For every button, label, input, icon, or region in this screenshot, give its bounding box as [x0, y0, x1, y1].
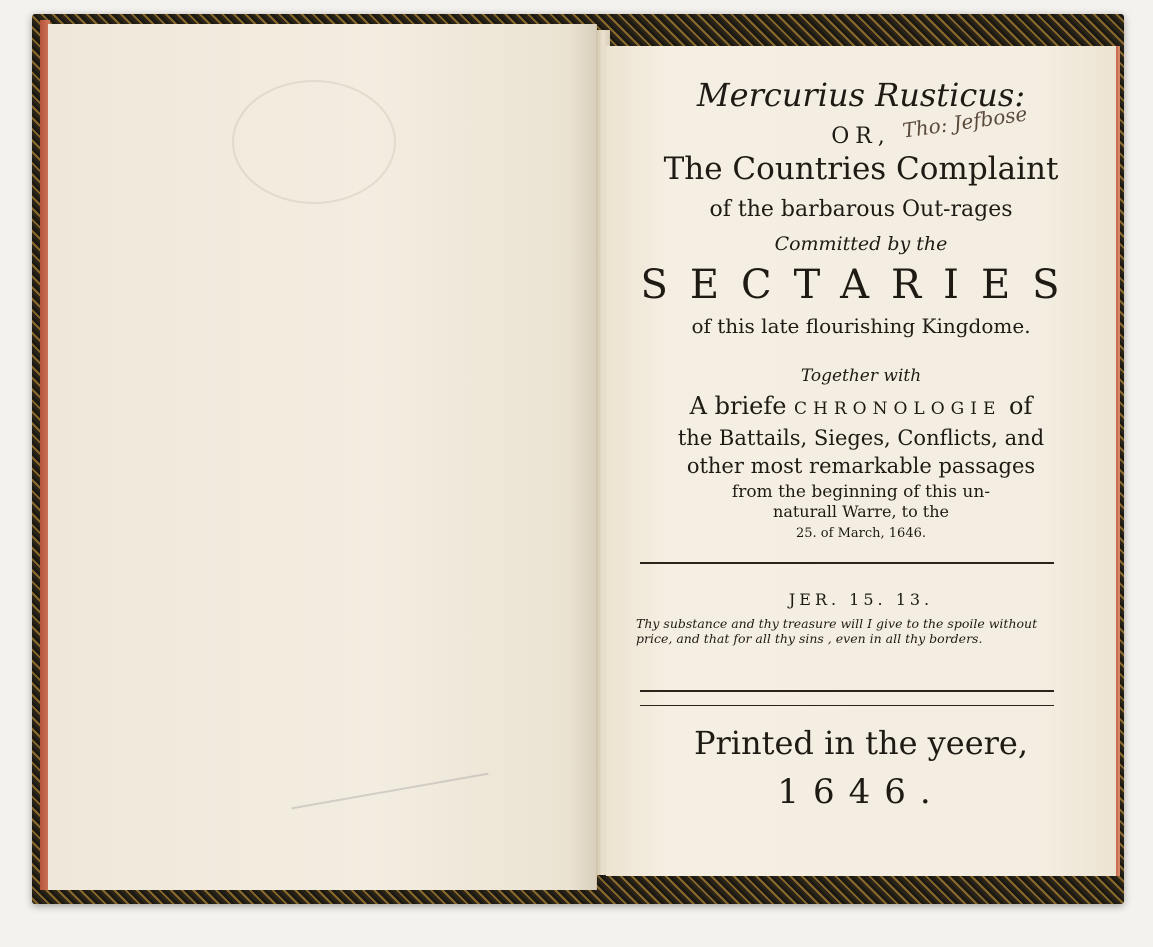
chron-suffix: of — [1001, 392, 1033, 420]
divider-rule-bottom-thin — [640, 705, 1054, 706]
imprint-line: Printed in the yeere, — [693, 724, 1029, 762]
body-line-1: the Battails, Sieges, Conflicts, and — [677, 426, 1045, 450]
divider-rule-bottom — [640, 690, 1054, 692]
chron-prefix: A briefe — [689, 392, 795, 420]
owner-signature: Tho: Jefbose — [900, 101, 1029, 143]
chron-smallcaps: CHRONOLOGIE — [794, 399, 1002, 419]
subtitle-line-2: of the barbarous Out-rages — [709, 197, 1013, 222]
date-line: 25. of March, 1646. — [796, 526, 926, 541]
or-line: OR, — [831, 124, 891, 149]
subtitle-line-1: The Countries Complaint — [663, 151, 1059, 187]
divider-rule-top — [640, 562, 1054, 564]
scripture-verse: Thy substance and thy treasure will I give to the spoile without price, and that for all thy sins , even in all thy borders. — [636, 616, 1038, 646]
chronologie-line — [606, 392, 1116, 420]
subtitle-line-4: of this late flourishing Kingdome. — [691, 314, 1031, 338]
sectaries-heading: SECTARIES — [640, 262, 1082, 308]
body-line-4: naturall Warre, to the — [773, 502, 949, 521]
body-line-3: from the beginning of this un- — [731, 482, 991, 502]
together-with-line: Together with — [800, 366, 922, 386]
imprint-year: 1646. — [777, 772, 945, 812]
subtitle-line-3: Committed by the — [774, 233, 948, 255]
title-heading: Mercurius Rusticus: — [696, 76, 1026, 114]
library-stamp — [232, 80, 396, 204]
body-line-2: other most remarkable passages — [686, 454, 1036, 478]
scripture-reference: JER. 15. 13. — [788, 590, 934, 609]
